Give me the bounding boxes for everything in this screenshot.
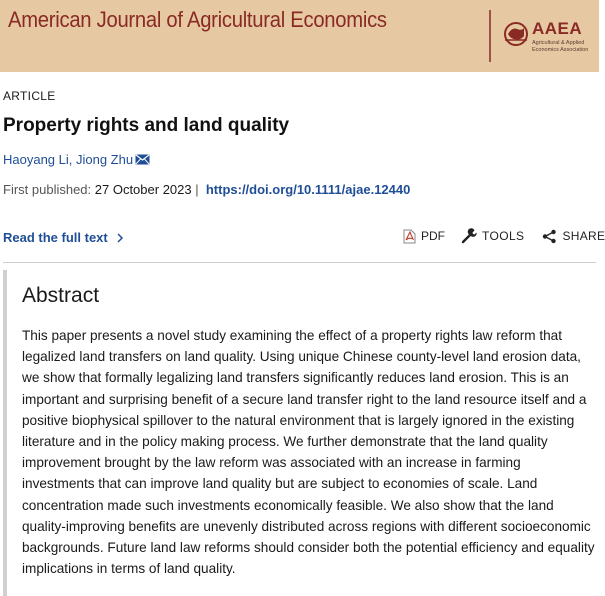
banner-divider <box>489 10 491 62</box>
abstract-heading: Abstract <box>22 284 100 307</box>
chevron-right-icon <box>116 233 124 243</box>
wrench-icon <box>461 228 477 244</box>
author-list <box>3 152 150 167</box>
share-label: SHARE <box>562 229 605 243</box>
pdf-icon <box>403 229 416 244</box>
journal-title[interactable]: American Journal of Agricultural Economics <box>8 7 387 32</box>
article-tools <box>403 228 605 244</box>
aaea-wordmark: AAEA <box>532 19 583 38</box>
pdf-label: PDF <box>421 229 445 243</box>
journal-banner <box>0 0 599 72</box>
first-published-date: 27 October 2023 <box>94 182 192 197</box>
share-icon <box>542 229 557 244</box>
page-title: Property rights and land quality <box>3 115 290 136</box>
separator: | <box>191 182 206 197</box>
read-full-text-label: Read the full text <box>3 230 108 245</box>
first-published-label: First published: <box>3 182 95 197</box>
article-type: ARTICLE <box>3 89 56 103</box>
share-button[interactable] <box>542 229 605 244</box>
read-full-text-link[interactable] <box>3 230 124 245</box>
mail-icon[interactable] <box>135 154 150 165</box>
aaea-subtext: Agricultural & Applied Economics Association <box>532 40 589 53</box>
doi-link[interactable]: https://doi.org/10.1111/ajae.12440 <box>205 182 411 197</box>
aaea-logo[interactable] <box>502 18 592 58</box>
authors-link[interactable]: Haoyang Li, Jiong Zhu <box>3 152 134 167</box>
abstract-text: This paper presents a novel study examining the effect of a property rights law reform that legalized land transfers on land quality. Using unique Chinese county-level land erosion data, we show that formally legalizing land transfers significantly reduces land erosion. This is an important and surprising benefit of a secure land transfer right to the land resource itself and a positive biophysical spillover to the natural environment that is largely ignored in the existing literature and in the policy making process. We further demonstrate that the land quality improvement brought by the law reform was associated with an increase in farming investments that can improve land quality but are subject to economies of scale. Land concentration made such investments economically feasible. We also show that the land quality-improving benefits are unevenly distributed across regions with different socioeconomic backgrounds. Future land law reforms should consider both the potential efficiency and equality implications in terms of land quality. <box>22 328 595 577</box>
publication-info <box>3 182 410 197</box>
divider <box>3 262 596 263</box>
tools-button[interactable] <box>461 228 524 244</box>
pdf-button[interactable] <box>403 229 445 244</box>
abstract-accent-bar <box>3 270 7 596</box>
aaea-logo-icon <box>502 20 530 48</box>
tools-label: TOOLS <box>482 229 525 243</box>
